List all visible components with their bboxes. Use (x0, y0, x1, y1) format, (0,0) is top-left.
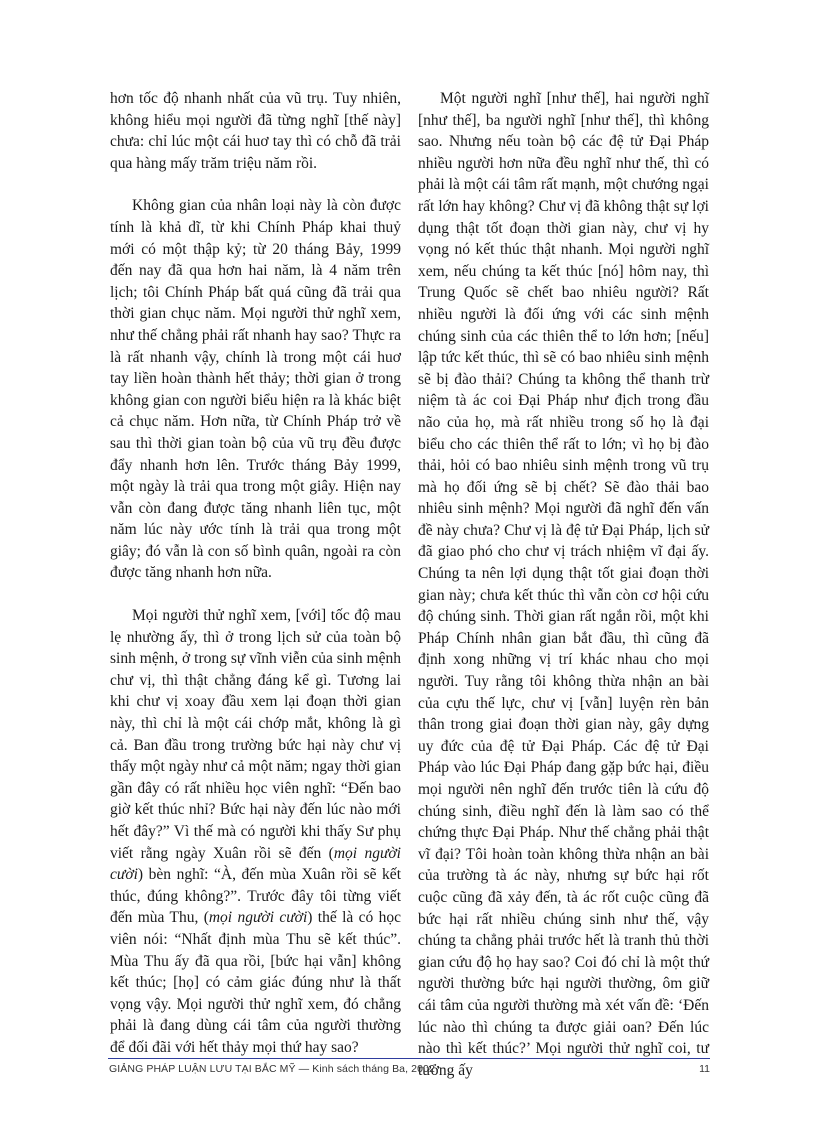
right-paragraph-1: Một người nghĩ [như thế], hai người nghĩ [như thế], ba người nghĩ [như thế], thì không sao. Nhưng nếu toàn bộ các đệ tử Đại Pháp nhiều người hơn nữa đều nghĩ như thế, thì có phải là một cái tâm rất mạnh, một chướng ngại rất lớn hay không? Chư vị đã không thật sự lợi dụng thật tốt đoạn thời gian này, chư vị hy vọng nó kết thúc thật nhanh. Mọi người nghĩ xem, nếu chúng ta kết thúc [nó] hôm nay, thì Trung Quốc sẽ chết bao nhiêu người? Rất nhiều người là đối ứng với các sinh mệnh chúng sinh của các thiên thể to lớn hơn; [nếu] lập tức kết thúc, thì sẽ có bao nhiêu sinh mệnh sẽ bị đào thải? Chúng ta không thể thanh trừ niệm tà ác coi Đại Pháp như địch trong đầu não của họ, mà rất nhiều trong số họ là đại biểu cho các thiên thể rất to lớn; vì họ bị đào thải, hỏi có bao nhiêu sinh mệnh trong vũ trụ mà họ đối ứng sẽ bị chết? Sẽ đào thải bao nhiêu sinh mệnh? Mọi người đã nghĩ đến vấn đề này chưa? Chư vị là đệ tử Đại Pháp, lịch sử đã giao phó cho chư vị trách nhiệm vĩ đại ấy. Chúng ta nên lợi dụng thật tốt giai đoạn thời gian này; chưa kết thúc thì vẫn còn cơ hội cứu độ chúng sinh. Thời gian rất ngắn rồi, một khi Pháp Chính nhân gian bắt đầu, thì cũng đã định xong những vị trí khác nhau cho mọi người. Tuy rằng tôi không thừa nhận an bài của cựu thế lực, chư vị [vẫn] luyện rèn bản thân trong giai đoạn thời gian này, gây dựng uy đức của đệ tử Đại Pháp. Các đệ tử Đại Pháp vào lúc Đại Pháp đang gặp bức hại, điều mọi người nên nghĩ đến trước tiên là cứu độ chúng sinh, điều nghĩ đến là làm sao có thể chứng thực Đại Pháp. Như thế chẳng phải thật vĩ đại? Tôi hoàn toàn không thừa nhận an bài của trường tà ác này, nhưng sự bức hại rốt cuộc cũng đã xảy đến, tà ác rốt cuộc cũng đã bức hại rất nhiều chúng sinh như thế, vậy chúng ta chẳng phải trước hết là tranh thủ thời gian cứu độ họ hay sao? Coi đó chỉ là một thứ người thường bức hại người thường, ôm giữ cái tâm của người thường mà xét vấn đề: ‘Đến lúc nào thì chúng ta được giải oan? Đến lúc nào thì kết thúc?’ Mọi người thử nghĩ coi, tư tưởng ấy (418, 90, 709, 1079)
audience-laugh-note-2: mọi người cười (208, 909, 308, 927)
left-column (110, 88, 401, 1059)
right-column (418, 88, 709, 1081)
left-paragraph-1: hơn tốc độ nhanh nhất của vũ trụ. Tuy nhiên, không hiểu mọi người đã từng nghĩ [thế này] chưa: chỉ lúc một cái huơ tay thì có chỗ đã trải qua hàng mấy trăm triệu năm rồi. (110, 90, 401, 172)
page-number: 11 (699, 1063, 710, 1075)
left-paragraph-3 (110, 605, 401, 1058)
left-paragraph-2: Không gian của nhân loại này là còn được tính là khả dĩ, từ khi Chính Pháp khai thuỷ mới có một thập kỷ; từ 20 tháng Bảy, 1999 đến nay đã qua hơn hai năm, là 4 năm trên lịch; tôi Chính Pháp bất quá cũng đã trải qua thời gian chục năm. Mọi người thử nghĩ xem, như thế chẳng phải rất nhanh hay sao? Thực ra là rất nhanh vậy, chính là trong một cái huơ tay liền hoàn thành hết thảy; thời gian ở trong không gian con người biểu hiện ra là khác biệt cả chục năm. Hơn nữa, từ Chính Pháp trở về sau thì thời gian toàn bộ của vũ trụ đều được đẩy nhanh hơn lên. Trước tháng Bảy 1999, một ngày là trải qua trong một giây. Hiện nay vẫn còn đang được tăng nhanh liên tục, một năm lúc này ước tính là trải qua trong một giây; đó vẫn là con số bình quân, ngoài ra còn được tăng nhanh hơn nữa. (110, 197, 401, 582)
footer-title: GIẢNG PHÁP LUẬN LƯU TẠI BẮC MỸ — Kinh sách tháng Ba, 2002 (109, 1063, 435, 1075)
left-paragraph-3-text-b: ) bèn nghĩ: “À, đến mùa Xuân rồi sẽ kết thúc, đúng không?”. Trước đây tôi từng viết đến mùa Thu, ( (110, 866, 401, 927)
footer-divider (108, 1058, 710, 1059)
audience-laugh-note-1: mọi người cười (110, 844, 401, 884)
left-paragraph-3-text-c: ) thế là có học viên nói: “Nhất định mùa Thu sẽ kết thúc”. Mùa Thu ấy đã qua rồi, [bức hại vẫn] không kết thúc; [họ] có cảm giác đúng như là thất vọng vậy. Mọi người thử nghĩ xem, đó chẳng phải là đang dùng cái tâm của người thường để đối đãi với hết thảy mọi thứ hay sao? (110, 909, 401, 1056)
left-paragraph-3-text-a: Mọi người thử nghĩ xem, [với] tốc độ mau lẹ nhường ấy, thì ở trong lịch sử của toàn bộ sinh mệnh, ở trong sự vĩnh viễn của sinh mệnh chư vị, thì thật chẳng đáng kể gì. Tương lai khi chư vị xoay đầu xem lại đoạn thời gian này, thì chỉ là một cái chớp mắt, không là gì cả. Ban đầu trong trường bức hại này chư vị thấy một ngày như cả một năm; ngay thời gian gần đây có rất nhiều học viên nghĩ: “Đến bao giờ kết thúc nhỉ? Bức hại này đến lúc nào mới hết đây?” Vì thế mà có người khi thấy Sư phụ viết rằng ngày Xuân rồi sẽ đến ( (110, 607, 401, 862)
